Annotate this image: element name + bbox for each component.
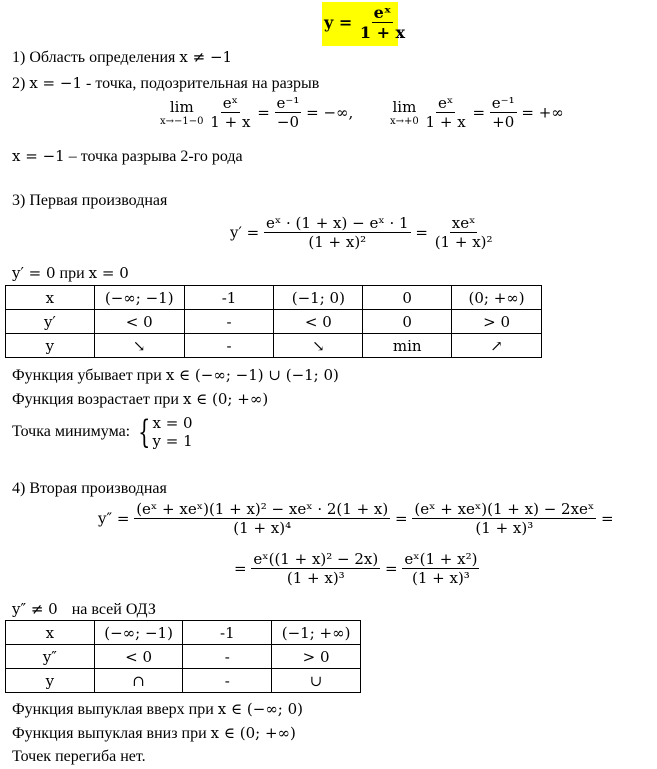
fd-f1-num: eˣ · (1 + x) − eˣ · 1 — [266, 214, 409, 232]
increasing-math: x ∈ (0; +∞) — [182, 390, 269, 408]
sd-table-cell: - — [183, 645, 272, 669]
sd-eq3: = — [234, 559, 247, 578]
sd-table-cell: (−1; +∞) — [272, 621, 361, 645]
limit-right-result: = +∞ — [521, 103, 564, 122]
limit-left-vden: −0 — [276, 113, 300, 131]
minimum-x: x = 0 — [152, 414, 193, 432]
critical-math2: x = 0 — [88, 264, 129, 282]
first-derivative-formula — [230, 214, 495, 251]
domain-math: x ≠ −1 — [179, 48, 233, 66]
limit-right-vnum: e⁻¹ — [491, 94, 515, 112]
no-inflection-line: Точек перегиба нет. — [12, 748, 146, 765]
title-denominator: 1 + x — [359, 23, 406, 42]
increasing-line — [12, 390, 268, 409]
fd-eq: = — [415, 223, 428, 242]
domain-text: 1) Область определения — [12, 49, 176, 66]
limit-left-fnum: eˣ — [222, 94, 238, 112]
sd-table-cell: ∪ — [272, 669, 361, 693]
limit-left — [160, 94, 353, 131]
limit-left-lim: lim — [169, 98, 194, 116]
page-title-formula — [324, 3, 407, 42]
conclusion-text: – точка разрыва 2-го рода — [64, 148, 243, 165]
domain-line — [12, 48, 232, 67]
conclusion-math: x = −1 — [12, 147, 65, 165]
concave-down-line — [12, 724, 296, 743]
sd-eq4: = — [385, 559, 398, 578]
limit-right-lim: lim — [392, 98, 417, 116]
discontinuity-heading-text: - точка, подозрительная на разрыв — [82, 75, 320, 92]
fd-table-cell: 0 — [363, 286, 452, 310]
discontinuity-conclusion — [12, 147, 243, 166]
sd-table-cell: y — [6, 669, 95, 693]
fd-table-cell: - — [184, 334, 274, 358]
fd-table-cell: ↘ — [94, 334, 184, 358]
fd-table-row — [6, 334, 542, 358]
decreasing-line — [12, 366, 339, 385]
fd-table-cell: ↗ — [452, 334, 542, 358]
sd-table-row — [6, 669, 361, 693]
nonzero-line — [12, 600, 156, 619]
fd-table-cell: (−1; 0) — [274, 286, 363, 310]
limit-left-fden: 1 + x — [210, 113, 251, 131]
sd-table-cell: - — [183, 669, 272, 693]
concave-up-text: Функция выпуклая вверх при — [12, 701, 218, 718]
fd-table-cell: x — [6, 286, 95, 310]
critical-text: при — [55, 265, 89, 282]
title-numerator: eˣ — [373, 3, 392, 22]
sd-f4-num: eˣ(1 + x²) — [404, 550, 478, 568]
sd-eq1: = — [395, 509, 408, 528]
limit-right-sub: x→+0 — [390, 116, 419, 127]
critical-point-line — [12, 264, 129, 283]
sd-f4-den: (1 + x)³ — [411, 569, 470, 587]
fd-table-cell: (0; +∞) — [452, 286, 542, 310]
sd-lhs: y″ = — [98, 509, 130, 528]
concave-down-text: Функция выпуклая вниз при — [12, 725, 211, 742]
sd-table-cell: -1 — [183, 621, 272, 645]
limit-right — [390, 94, 564, 131]
fd-table-cell: > 0 — [452, 310, 542, 334]
fd-table-cell: min — [363, 334, 452, 358]
sd-table-row — [6, 645, 361, 669]
minimum-brace: { — [138, 413, 151, 451]
decreasing-math: x ∈ (−∞; −1) ∪ (−1; 0) — [165, 366, 339, 384]
fd-table-cell: -1 — [184, 286, 274, 310]
sd-f3-den: (1 + x)³ — [286, 569, 345, 587]
limit-left-vnum: e⁻¹ — [276, 94, 300, 112]
limit-left-eq: = — [257, 103, 270, 122]
minimum-y: y = 1 — [152, 432, 193, 450]
sd-table-cell: (−∞; −1) — [94, 621, 183, 645]
second-derivative-formula-2 — [234, 550, 479, 587]
second-derivative-table — [5, 620, 361, 693]
fd-f1-den: (1 + x)² — [308, 233, 367, 251]
fd-table-cell: ↘ — [274, 334, 363, 358]
title-lhs: y = — [324, 13, 353, 32]
increasing-text: Функция возрастает при — [12, 391, 183, 408]
sd-table-row — [6, 621, 361, 645]
limit-right-vden: +0 — [492, 113, 515, 131]
minimum-text: Точка минимума: — [12, 423, 131, 440]
sd-f3-num: eˣ((1 + x)² − 2x) — [253, 550, 379, 568]
limit-left-result: = −∞, — [306, 103, 354, 122]
sd-f2-den: (1 + x)³ — [475, 519, 534, 537]
sd-table-cell: x — [6, 621, 95, 645]
sd-f1-den: (1 + x)⁴ — [233, 519, 292, 537]
limit-right-fnum: eˣ — [437, 94, 454, 112]
discontinuity-heading: 2) x = −1 - точка, подозрительная на разрыв — [12, 74, 320, 92]
limit-right-eq: = — [472, 103, 486, 122]
fd-table-cell: - — [184, 310, 274, 334]
limit-right-fden: 1 + x — [425, 113, 466, 131]
nonzero-math: y″ ≠ 0 — [12, 600, 58, 618]
fd-table-row — [6, 310, 542, 334]
sd-f1-num: (eˣ + xeˣ)(1 + x)² − xeˣ · 2(1 + x) — [136, 500, 389, 518]
concave-up-math: x ∈ (−∞; 0) — [217, 700, 304, 718]
concave-up-line — [12, 700, 303, 719]
fd-table-cell: < 0 — [94, 310, 184, 334]
fd-f2-num: xeˣ — [451, 214, 476, 232]
nonzero-text: на всей ОДЗ — [71, 601, 156, 618]
fd-table-cell: < 0 — [274, 310, 363, 334]
second-derivative-heading: 4) Вторая производная — [12, 480, 167, 497]
fd-f2-den: (1 + x)² — [434, 233, 493, 251]
discontinuity-heading-math: x = −1 — [29, 74, 83, 92]
fd-table-cell: y — [6, 334, 95, 358]
sd-table-cell: y″ — [6, 645, 95, 669]
fd-table-cell: 0 — [363, 310, 452, 334]
limit-left-sub: x→−1−0 — [160, 116, 204, 127]
sd-eq2: = — [601, 509, 614, 528]
decreasing-text: Функция убывает при — [12, 367, 166, 384]
title-fraction — [358, 3, 407, 42]
second-derivative-formula-1 — [98, 500, 614, 537]
sd-f2-num: (eˣ + xeˣ)(1 + x) − 2xeˣ — [414, 500, 595, 518]
first-derivative-table — [5, 285, 542, 358]
first-derivative-heading: 3) Первая производная — [12, 192, 168, 209]
sd-table-cell: < 0 — [94, 645, 183, 669]
fd-table-cell: (−∞; −1) — [94, 286, 184, 310]
minimum-line — [12, 414, 193, 450]
sd-table-cell: > 0 — [272, 645, 361, 669]
fd-table-cell: y′ — [6, 310, 95, 334]
concave-down-math: x ∈ (0; +∞) — [210, 724, 296, 742]
sd-table-cell: ∩ — [94, 669, 183, 693]
fd-lhs: y′ = — [230, 223, 260, 242]
critical-math1: y′ = 0 — [12, 264, 56, 282]
fd-table-row — [6, 286, 542, 310]
